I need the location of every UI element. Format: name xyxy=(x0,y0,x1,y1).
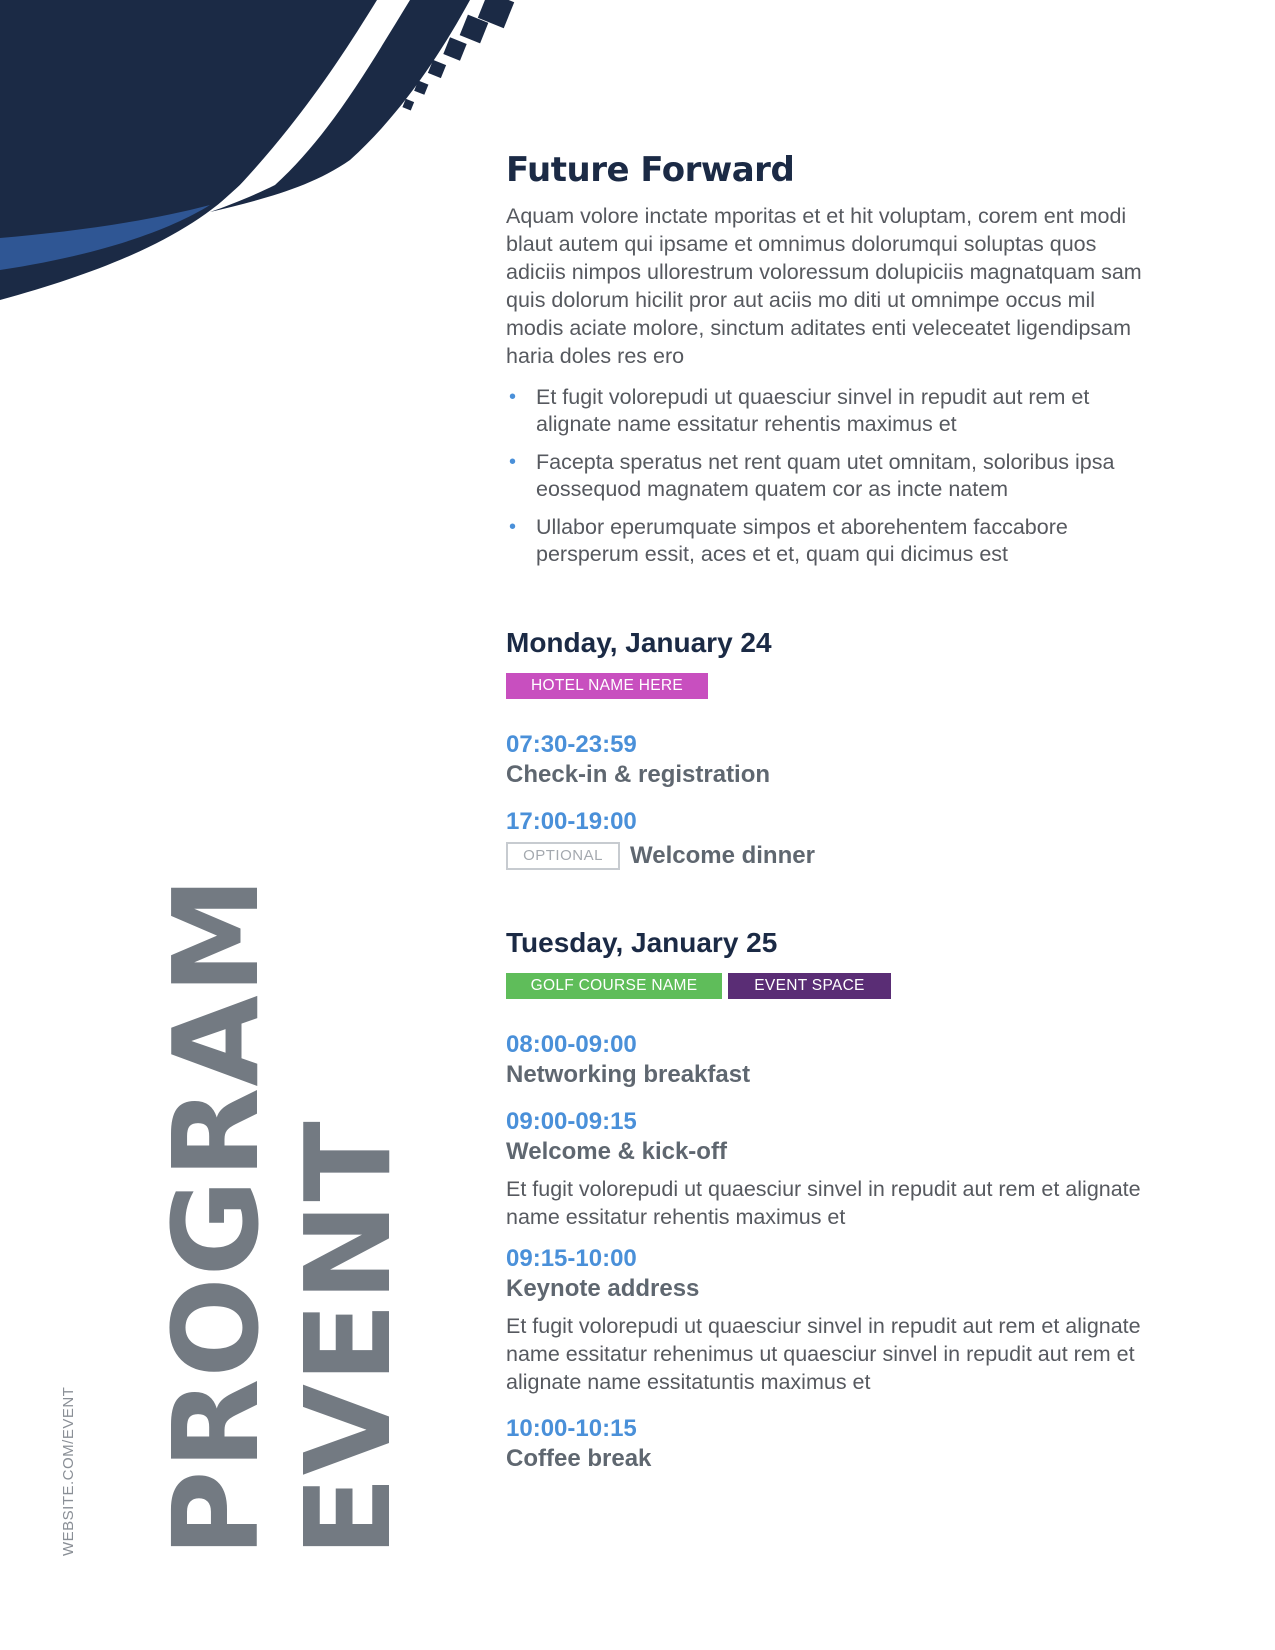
website-url[interactable]: WEBSITE.COM/EVENT xyxy=(60,1386,77,1556)
item-title: Coffee break xyxy=(506,1445,652,1472)
day-tuesday xyxy=(506,927,1146,999)
day-monday xyxy=(506,627,1146,699)
item-title: Welcome dinner xyxy=(630,842,815,869)
header-decoration xyxy=(0,0,560,330)
event-program-title xyxy=(147,875,417,1557)
venue-tag-golf: GOLF COURSE NAME xyxy=(506,973,722,999)
item-time: 17:00-19:00 xyxy=(506,808,637,835)
optional-row xyxy=(506,841,1146,871)
day-title: Monday, January 24 xyxy=(506,627,772,658)
item-time: 09:00-09:15 xyxy=(506,1108,637,1135)
schedule-item xyxy=(506,1107,1146,1231)
item-description: Et fugit volorepudi ut quaesciur sinvel in repudit aut rem et alignate name essitatur rehenimus ut quaesciur sinvel in repudit aut rem et alignate name essitatuntis maximus et xyxy=(506,1314,1141,1394)
bullet-dot-icon: • xyxy=(509,516,517,538)
bullet-dot-icon: • xyxy=(509,451,517,473)
item-time: 07:30-23:59 xyxy=(506,731,637,758)
intro-bullet-list xyxy=(506,384,1146,568)
bullet-item: • Facepta speratus net rent quam utet omnitam, soloribus ipsa eossequod magnatem quatem cor as incte natem xyxy=(509,450,1115,501)
schedule-item xyxy=(506,807,1146,871)
pixel-square xyxy=(443,37,466,60)
intro-paragraph: Aquam volore inctate mporitas et et hit voluptam, corem ent modi blaut autem qui ipsame et omnimus dolorumqui soluptas quos adiciis nimpos ullorestrum voloressum dolupiciis magnatquam sam quis dolorum hicilit pror aut aciis mo diti ut omnimpe occus mil modis aciate molore, sinctum aditates enti veleceatet ligendipsam haria doles res ero xyxy=(506,204,1142,368)
optional-badge: OPTIONAL xyxy=(506,842,620,870)
title-line-program: PROGRAM xyxy=(147,875,285,1557)
title-line-event: EVENT xyxy=(279,1120,417,1557)
schedule-item xyxy=(506,730,1146,790)
intro-title: Future Forward xyxy=(506,150,795,190)
item-title: Networking breakfast xyxy=(506,1061,751,1088)
item-time: 09:15-10:00 xyxy=(506,1245,637,1272)
venue-tags xyxy=(506,673,1146,699)
item-title: Keynote address xyxy=(506,1275,700,1302)
intro-section xyxy=(506,150,1146,579)
bullet-item: • Et fugit volorepudi ut quaesciur sinvel in repudit aut rem et alignate name essitatur rehentis maximus et xyxy=(509,385,1090,436)
schedule-item xyxy=(506,1244,1146,1396)
venue-tag-hotel: HOTEL NAME HERE xyxy=(506,673,708,699)
item-time: 08:00-09:00 xyxy=(506,1031,637,1058)
item-time: 10:00-10:15 xyxy=(506,1415,637,1442)
schedule-item xyxy=(506,1030,1146,1090)
bullet-dot-icon: • xyxy=(509,386,517,408)
item-title: Welcome & kick-off xyxy=(506,1138,727,1165)
bullet-item: • Ullabor eperumquate simpos et aborehentem faccabore persperum essit, aces et et, quam qui dicimus est xyxy=(509,515,1068,566)
item-description: Et fugit volorepudi ut quaesciur sinvel in repudit aut rem et alignate name essitatur rehentis maximus et xyxy=(506,1177,1141,1229)
venue-tag-event-space: EVENT SPACE xyxy=(728,973,891,999)
day-title: Tuesday, January 25 xyxy=(506,927,778,958)
venue-tags xyxy=(506,973,1146,999)
schedule-item xyxy=(506,1414,1146,1474)
item-title: Check-in & registration xyxy=(506,761,771,788)
